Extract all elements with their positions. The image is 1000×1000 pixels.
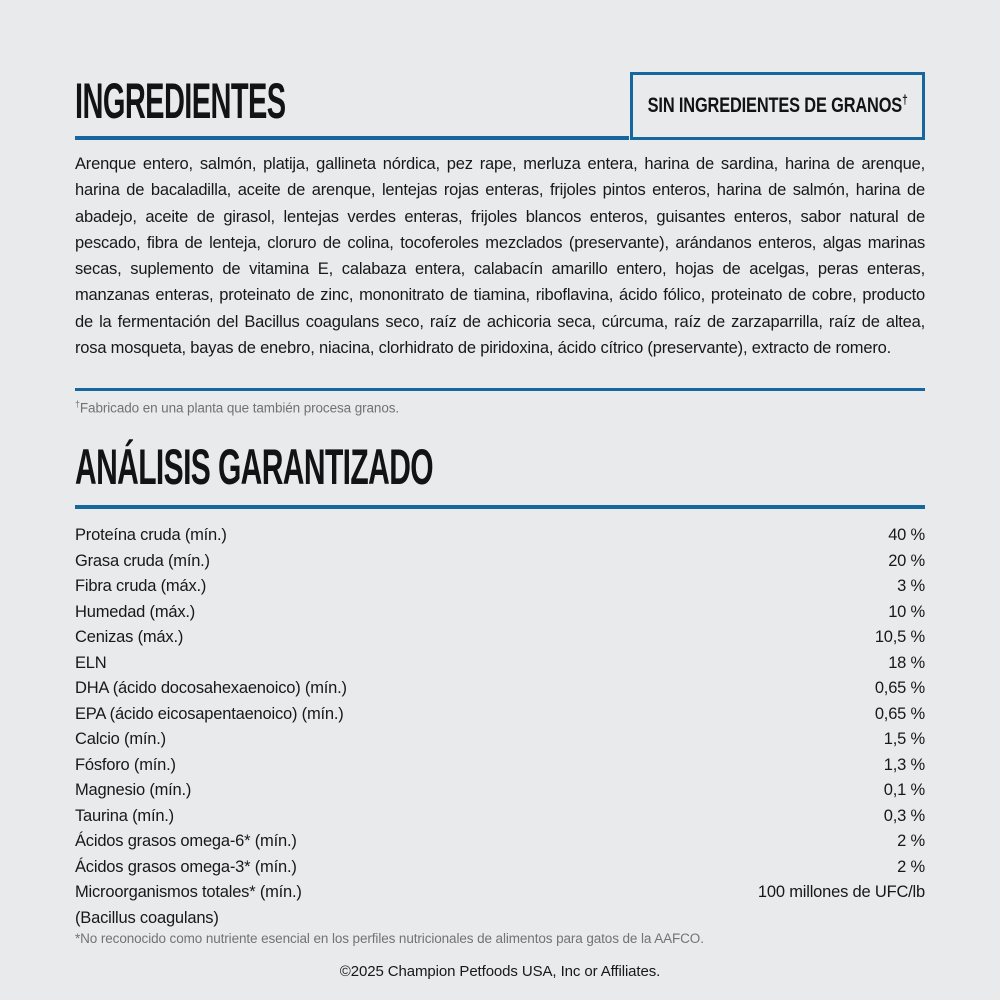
table-row [75, 753, 925, 779]
nutrient-label: Microorganismos totales* (mín.) [75, 883, 302, 901]
table-row [75, 855, 925, 881]
aafco-footnote: *No reconocido como nutriente esencial en los perfiles nutricionales de alimentos para gatos de la AAFCO. [75, 931, 704, 946]
nutrient-label: Ácidos grasos omega-6* (mín.) [75, 832, 297, 850]
grain-free-badge-label: SIN INGREDIENTES DE GRANOS† [647, 92, 908, 117]
ingredients-paragraph: Arenque entero, salmón, platija, gallineta nórdica, pez rape, merluza entera, harina de sardina, harina de arenque, harina de bacaladilla, aceite de arenque, lentejas rojas enteras, frijoles pintos enteros, harina de salmón, harina de abadejo, aceite de girasol, lentejas verdes enteras, frijoles blancos enteros, guisantes enteros, sabor natural de pescado, fibra de lenteja, cloruro de colina, tocoferoles mezclados (preservante), arándanos enteros, algas marinas secas, suplemento de vitamina E, calabaza entera, calabacín amarillo entero, hojas de acelgas, peras enteras, manzanas enteras, proteinato de zinc, mononitrato de tiamina, riboflavina, ácido fólico, proteinato de cobre, producto de la fermentación del Bacillus coagulans seco, raíz de achicoria seca, cúrcuma, raíz de zarzaparrilla, raíz de altea, rosa mosqueta, bayas de enebro, niacina, clorhidrato de piridoxina, ácido cítrico (preservante), extracto de romero. [75, 155, 925, 358]
guaranteed-analysis-title: ANÁLISIS GARANTIZADO [75, 439, 433, 495]
nutrient-value: 0,65 % [874, 704, 925, 723]
nutrient-label: Taurina (mín.) [75, 806, 174, 825]
nutrient-value: 1,3 % [883, 755, 925, 774]
table-row [75, 804, 925, 830]
nutrient-label: Cenizas (máx.) [75, 628, 184, 646]
table-row [75, 523, 925, 549]
copyright-line: ©2025 Champion Petfoods USA, Inc or Affiliates. [339, 963, 661, 980]
nutrient-label: Magnesio (mín.) [75, 781, 192, 799]
nutrient-value: 40 % [888, 526, 925, 544]
nutrient-value: 10,5 % [874, 628, 925, 646]
nutrient-label: EPA (ácido eicosapentaenoico) (mín.) [75, 704, 344, 723]
nutrient-value: 20 % [888, 551, 925, 570]
grain-free-badge [630, 72, 925, 140]
nutrient-label: Fibra cruda (máx.) [75, 577, 207, 595]
nutrient-label: (Bacillus coagulans) [75, 908, 219, 927]
nutrient-value: 0,1 % [883, 781, 925, 799]
nutrient-value: 1,5 % [883, 730, 925, 748]
dagger-symbol: † [75, 399, 80, 409]
table-row [75, 549, 925, 575]
nutrient-label: ELN [75, 653, 107, 672]
table-row [75, 727, 925, 753]
nutrient-value: 18 % [888, 653, 925, 672]
nutrient-label: Calcio (mín.) [75, 730, 166, 748]
nutrient-label: Ácidos grasos omega-3* (mín.) [75, 857, 297, 876]
dagger-symbol: † [901, 92, 908, 107]
table-row [75, 676, 925, 702]
nutrient-value: 100 millones de UFC/lb [757, 883, 925, 901]
nutrient-label: Fósforo (mín.) [75, 755, 176, 774]
table-row [75, 625, 925, 651]
nutrient-value: 2 % [897, 832, 925, 850]
nutrient-value: 10 % [888, 602, 925, 621]
table-row [75, 906, 925, 932]
guaranteed-analysis-rule [75, 505, 925, 509]
ingredients-title-rule [75, 136, 629, 140]
nutrient-label: DHA (ácido docosahexaenoico) (mín.) [75, 679, 347, 697]
guaranteed-analysis-table [75, 523, 925, 931]
ingredients-title: INGREDIENTES [75, 73, 286, 129]
table-row [75, 829, 925, 855]
nutrient-value: 0,65 % [874, 679, 925, 697]
table-row [75, 880, 925, 906]
nutrient-label: Proteína cruda (mín.) [75, 526, 227, 544]
nutrient-value: 2 % [897, 857, 925, 876]
ingredients-header [75, 72, 925, 140]
nutrient-value: 3 % [897, 577, 925, 595]
nutrient-value: 0,3 % [883, 806, 925, 825]
table-row [75, 600, 925, 626]
table-row [75, 651, 925, 677]
table-row [75, 702, 925, 728]
grain-facility-footnote: †Fabricado en una planta que también procesa granos. [75, 399, 400, 416]
table-row [75, 778, 925, 804]
table-row [75, 574, 925, 600]
ingredients-divider [75, 388, 925, 391]
nutrient-label: Humedad (máx.) [75, 602, 196, 621]
nutrient-label: Grasa cruda (mín.) [75, 551, 210, 570]
